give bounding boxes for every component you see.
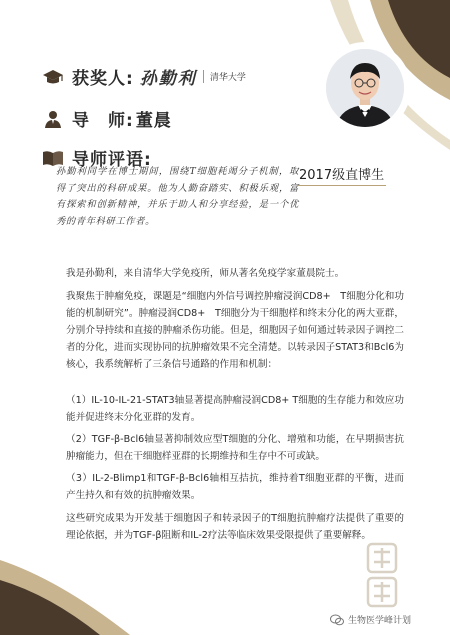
finding-3-paragraph: （3）IL-2-Blimp1和TGF-β-Bcl6轴相互拮抗，维持着T细胞亚群的平衡，进而产生持久和有效的抗肿瘤效果。 bbox=[66, 473, 404, 501]
person-icon bbox=[42, 110, 64, 128]
advisor-row bbox=[42, 106, 172, 131]
conclusion-paragraph: 这些研究成果为开发基于细胞因子和转录因子的T细胞抗肿瘤疗法提供了重要的理论依据，并为TGF-β阻断和IL-2疗法等临床效果受限提供了重要解释。 bbox=[66, 513, 404, 541]
school-name: 清华大学 bbox=[203, 70, 246, 83]
seal-watermark bbox=[362, 540, 402, 612]
research-paragraph: 我聚焦于肿瘤免疫，课题是“细胞内外信号调控肿瘤浸润CD8+ T细胞分化和功能的机制研究”。肿瘤浸润CD8+ T细胞分为干细胞样和终末分化的两大亚群，分别介导持续和直接的肿瘤杀伤功能。但是，细胞因子如何通过转录因子调控二者的分化，进而实现协同的抗肿瘤效果不完全清楚。以转录因子STAT3和Bcl6为核心，我系统解析了三条信号通路的作用和机制： bbox=[66, 291, 404, 370]
wechat-watermark bbox=[330, 613, 411, 626]
advisor-comment: 孙勤利同学在博士期间，围绕T细胞耗竭分子机制，取得了突出的科研成果。他为人勤奋踏实、积极乐观，富有探索和创新精神，并乐于助人和分享经验，是一个优秀的青年科研工作者。 bbox=[56, 166, 299, 227]
corner-decoration-bottom-left bbox=[0, 530, 130, 635]
wechat-icon bbox=[330, 614, 344, 626]
finding-2-paragraph: （2）TGF-β-Bcl6轴显著抑制效应型T细胞的分化、增殖和功能，在早期损害抗肿瘤能力，但在干细胞样亚群的长期维持和生存中不可或缺。 bbox=[66, 434, 404, 462]
wechat-account-name: 生物医学峰计划 bbox=[348, 616, 412, 626]
winner-row bbox=[42, 64, 246, 89]
avatar bbox=[326, 49, 404, 127]
finding-1-paragraph: （1）IL-10-IL-21-STAT3轴显著提高肿瘤浸润CD8+ T细胞的生存能力和效应功能并促进终末分化亚群的发育。 bbox=[66, 395, 404, 423]
comment-label: 导师评语: bbox=[72, 150, 152, 170]
advisor-name: 董晨 bbox=[135, 111, 172, 131]
cohort-badge: 2017级直博生 bbox=[297, 162, 386, 186]
winner-name: 孙勤利 bbox=[139, 69, 197, 89]
advisor-label: 导 师: bbox=[72, 111, 134, 131]
winner-label: 获奖人: bbox=[72, 69, 134, 89]
graduation-cap-icon bbox=[42, 68, 64, 86]
intro-paragraph: 我是孙勤利，来自清华大学免疫所，师从著名免疫学家董晨院士。 bbox=[66, 268, 345, 279]
